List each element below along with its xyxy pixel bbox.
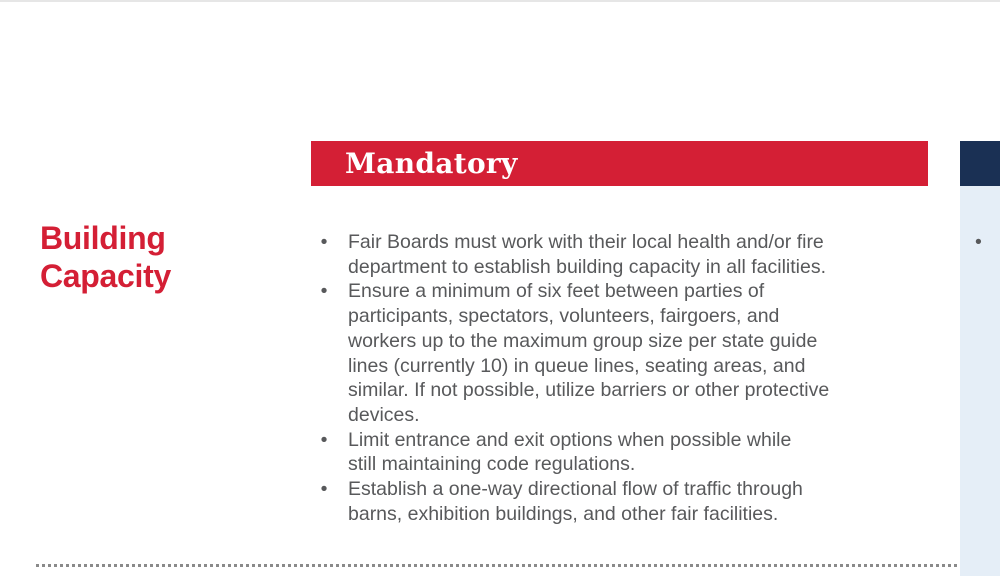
dotted-divider <box>36 564 957 567</box>
list-item-line: barns, exhibition buildings, and other fair facilities. <box>348 502 779 525</box>
section-title-line-1: Building <box>40 220 166 256</box>
list-item-line: Establish a one-way directional flow of traffic through <box>348 478 803 501</box>
list-item-line: Ensure a minimum of six feet between parties of <box>348 280 765 303</box>
mandatory-banner <box>311 141 928 186</box>
list-item <box>317 279 917 427</box>
list-item-line: Limit entrance and exit options when possible while <box>348 428 792 451</box>
section-title <box>40 219 280 295</box>
bullet-icon: • <box>320 478 328 501</box>
list-item-line: lines (currently 10) in queue lines, seating areas, and <box>348 354 806 377</box>
list-item-line: devices. <box>348 403 420 426</box>
adjacent-column-banner <box>960 141 1000 186</box>
list-item-line: similar. If not possible, utilize barriers or other protective <box>348 379 830 402</box>
list-item-line: department to establish building capacity in all facilities. <box>348 255 827 278</box>
bullet-icon: • <box>320 280 328 303</box>
list-item-line: still maintaining code regulations. <box>348 453 636 476</box>
list-item-line: participants, spectators, volunteers, fairgoers, and <box>348 305 780 328</box>
bullet-icon: • <box>975 231 982 253</box>
list-item-line: workers up to the maximum group size per state guide <box>348 329 818 352</box>
list-item <box>317 477 917 526</box>
list-item <box>317 230 917 279</box>
section-title-line-2: Capacity <box>40 258 171 294</box>
bullet-icon: • <box>320 231 328 253</box>
list-item <box>317 428 917 477</box>
mandatory-label: Mandatory <box>345 147 518 180</box>
requirements-list <box>317 230 917 526</box>
top-edge-rule <box>0 0 1000 2</box>
bullet-icon: • <box>320 428 328 451</box>
list-item-line: Fair Boards must work with their local health and/or fire <box>348 231 824 253</box>
